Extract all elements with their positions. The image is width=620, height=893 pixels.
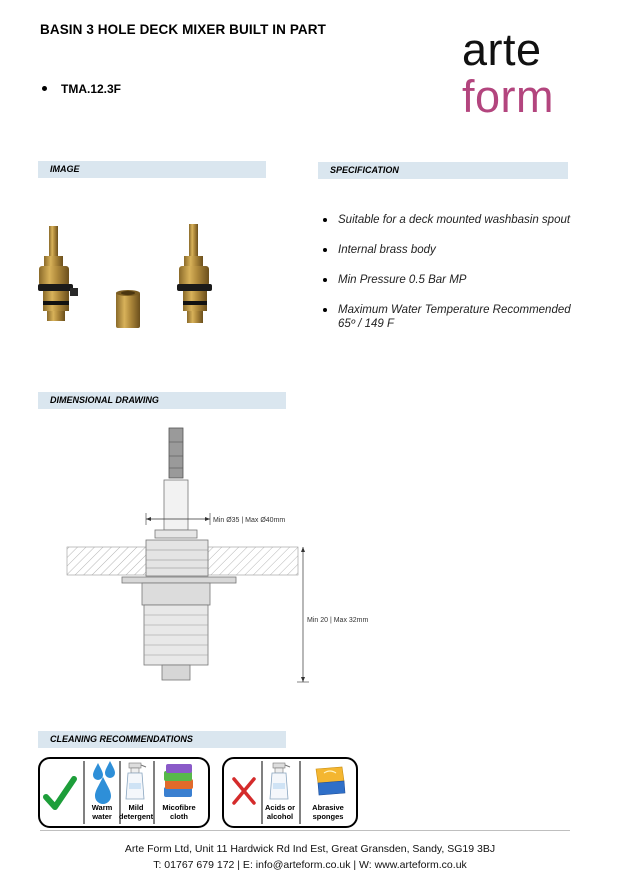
cross-icon — [234, 779, 254, 803]
brass-sleeve — [116, 290, 140, 328]
care-label: water — [92, 812, 112, 821]
product-image — [30, 218, 280, 333]
care-label: detergent — [118, 812, 154, 821]
height-dimension-label: Min 20 | Max 32mm — [307, 617, 369, 624]
spec-item: Internal brass body — [320, 243, 600, 257]
water-drops-icon — [93, 761, 115, 804]
not-recommended-care-box — [222, 757, 358, 828]
care-label: alcohol — [266, 812, 294, 821]
specification-list — [320, 213, 600, 331]
section-image: IMAGE — [38, 161, 266, 178]
footer-contact: T: 01767 679 172 | E: info@arteform.co.uk | W: www.arteform.co.uk — [153, 859, 467, 871]
product-code — [42, 82, 121, 96]
care-label: Abrasive — [312, 803, 344, 812]
logo-arte: arte — [462, 24, 542, 75]
care-label: Mild — [128, 803, 144, 812]
dimensional-drawing — [60, 420, 400, 695]
care-label: Micofibre — [162, 803, 196, 812]
spec-item-line: 65º / 149 F — [338, 318, 394, 330]
diameter-dimension-label: Min Ø35 | Max Ø40mm — [213, 517, 286, 524]
recommended-care-box — [38, 757, 210, 828]
bullet-icon — [42, 86, 47, 91]
spec-item: Suitable for a deck mounted washbasin spout — [320, 213, 600, 227]
recommended-care-icons — [40, 759, 208, 826]
care-label: Warm — [91, 803, 113, 812]
tick-icon — [46, 779, 74, 807]
care-label: Acids or — [264, 803, 296, 812]
section-dimensional-drawing: DIMENSIONAL DRAWING — [38, 392, 286, 409]
spec-item-line: Maximum Water Temperature Recommended — [338, 304, 571, 316]
spray-bottle-icon — [270, 763, 290, 799]
spec-item: Min Pressure 0.5 Bar MP — [320, 273, 600, 287]
spec-item — [320, 303, 600, 331]
product-code-text: TMA.12.3F — [61, 82, 122, 96]
cartridge-right — [177, 224, 212, 323]
microfibre-cloth-icon — [164, 764, 193, 797]
sponge-icon — [316, 767, 345, 795]
section-specification: SPECIFICATION — [318, 162, 568, 179]
care-label: cloth — [170, 812, 188, 821]
spray-bottle-icon — [126, 763, 146, 799]
footer-address: Arte Form Ltd, Unit 11 Hardwick Rd Ind Est, Great Gransden, Sandy, SG19 3BJ — [124, 843, 496, 855]
page-title: BASIN 3 HOLE DECK MIXER BUILT IN PART — [40, 22, 326, 37]
logo-form: form — [462, 71, 554, 122]
section-cleaning: CLEANING RECOMMENDATIONS — [38, 731, 286, 748]
not-recommended-care-icons — [224, 759, 356, 826]
cartridge-left — [38, 226, 78, 321]
arteform-logo — [462, 26, 554, 120]
care-label: sponges — [312, 812, 344, 821]
footer-divider — [40, 830, 570, 831]
